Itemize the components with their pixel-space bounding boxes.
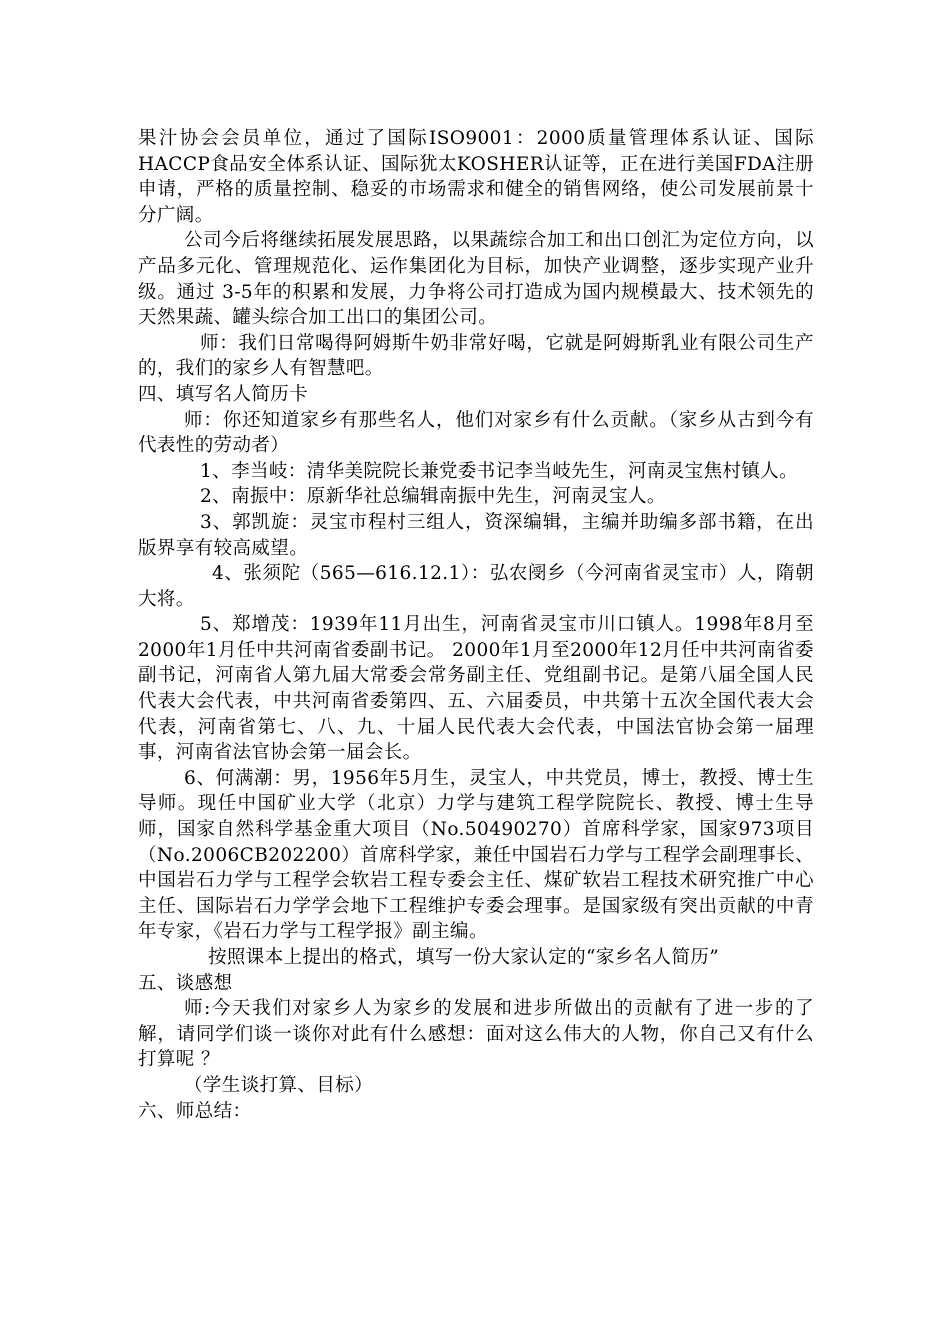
section-heading-six: 六、师总结：: [138, 1100, 252, 1122]
list-item-zheng-zengmao: 5、郑增茂：1939年11月出生，河南省灵宝市川口镇人。1998年8月至2000年1月任中共河南省委副书记。 2000年1月至2000年12月任中共河南省委副书记，河南省人第九届大常委会常务副主任、党组副书记。是第八届全国人民代表大会代表，中共河南省委第四、五、六届委员，中共第十五次全国代表大会代表，河南省第七、八、九、十届人民代表大会代表，中国法官协会第一届理事，河南省法官协会第一届会长。: [138, 614, 814, 764]
list-item-zhang-xutuo: 4、张须陀（565—616.12.1）：弘农阌乡（今河南省灵宝市）人，隋朝大将。: [138, 563, 814, 610]
list-item-nan-zhenzhong: 2、南振中：原新华社总编辑南振中先生，河南灵宝人。: [200, 486, 666, 508]
paragraph-teacher-celebrities: 师：你还知道家乡有那些名人，他们对家乡有什么贡献。（家乡从古到今有代表性的劳动者）: [138, 409, 814, 457]
list-item-he-manchao: 6、何满潮：男，1956年5月生，灵宝人，中共党员，博士，教授、博士生导师。现任中国矿业大学（北京）力学与建筑工程学院院长、教授、博士生导师，国家自然科学基金重大项目（No.50490270）首席科学家，国家973项目（No.2006CB202200）首席科学家，兼任中国岩石力学与工程学会副理事长、中国岩石力学与工程学会软岩工程专委会主任、煤矿软岩工程技术研究推广中心主任、国际岩石力学学会地下工程维护专委会理事。是国家级有突出贡献的中青年专家，《岩石力学与工程学报》副主编。: [138, 767, 814, 943]
paragraph-company-certification: 果汁协会会员单位，通过了国际ISO9001：2000质量管理体系认证、国际HACCP食品安全体系认证、国际犹太KOSHER认证等，正在进行美国FDA注册申请，严格的质量控制、稳妥的市场需求和健全的销售网络，使公司发展前景十分广阔。: [138, 128, 814, 226]
paragraph-company-future: 公司今后将继续拓展发展思路，以果蔬综合加工和出口创汇为定位方向，以产品多元化、管理规范化、运作集团化为目标，加快产业调整，逐步实现产业升级。通过 3-5年的积累和发展，力争将公司打造成为国内规模最大、技术领先的天然果蔬、罐头综合加工出口的集团公司。: [138, 230, 814, 329]
list-item-li-dangqi: 1、李当岐：清华美院院长兼党委书记李当岐先生，河南灵宝焦村镇人。: [200, 460, 799, 482]
section-heading-five: 五、谈感想: [138, 972, 233, 994]
paragraph-fill-resume: 按照课本上提出的格式，填写一份大家认定的“家乡名人简历”: [208, 947, 720, 968]
list-item-guo-kaixuan: 3、郭凯旋：灵宝市程村三组人，资深编辑，主编并助编多部书籍，在出版界享有较高威望。: [138, 511, 814, 559]
paragraph-teacher-reflection: 师:今天我们对家乡人为家乡的发展和进步所做出的贡献有了进一步的了解，请同学们谈一谈你对此有什么感想：面对这么伟大的人物，你自己又有什么打算呢 ？: [138, 998, 814, 1071]
paragraph-teacher-milk: 师：我们日常喝得阿姆斯牛奶非常好喝，它就是阿姆斯乳业有限公司生产的，我们的家乡人有智慧吧。: [138, 332, 814, 380]
section-heading-four: 四、填写名人简历卡: [138, 383, 309, 405]
document-body: [138, 126, 814, 1124]
paragraph-student-plans: （学生谈打算、目标）: [184, 1074, 374, 1096]
